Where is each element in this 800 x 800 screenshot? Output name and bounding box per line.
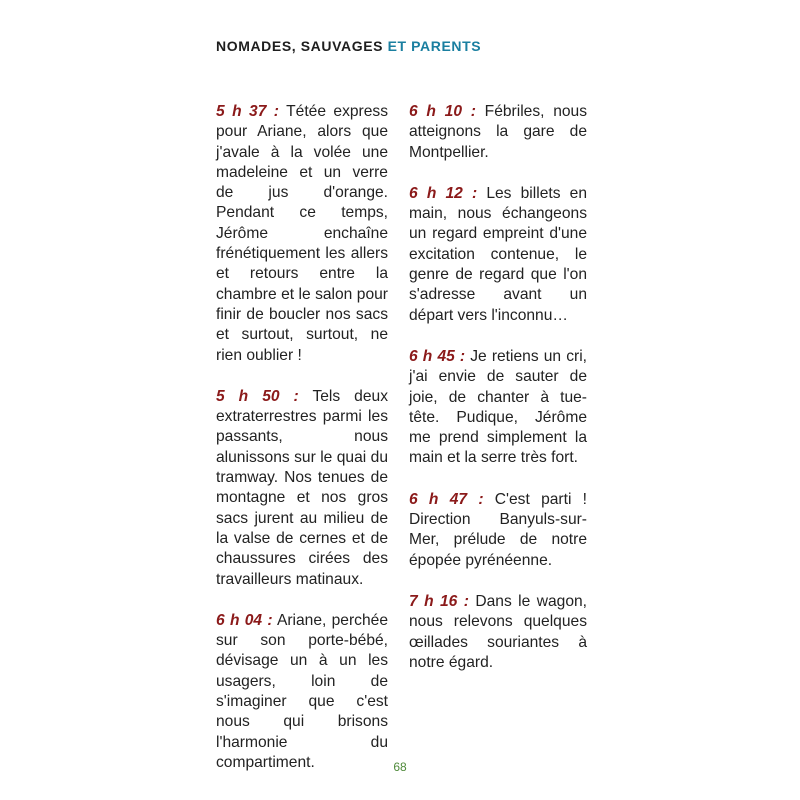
entry-text: Ariane, perchée sur son porte-bébé, dévisage un à un les usagers, loin de s'imaginer que c'est nous qui brisons l'harmonie du compartiment. [216, 611, 388, 771]
entry-time: 6 h 10 : [409, 103, 476, 120]
entry-text: Tels deux extraterrestres parmi les passants, nous alunissons sur le quai du tramway. Nos tenues de montagne et nos gros sacs jurent au milieu de la valse de cernes et de chaussures cirées des travailleurs matinaux. [216, 387, 388, 588]
entry-text: Tétée express pour Ariane, alors que j'avale à la volée une madeleine et un verre de jus d'orange. Pendant ce temps, Jérôme enchaîne frénétiquement les allers et retours entre la chambre et le salon pour finir de boucler nos sacs et surtout, surtout, ne rien oublier ! [216, 103, 389, 364]
entry-time: 5 h 50 : [216, 387, 299, 405]
entry-time: 6 h 12 : [409, 184, 478, 202]
entry-time: 7 h 16 : [409, 592, 469, 610]
page-number: 68 [393, 760, 407, 774]
running-header-title: NOMADES, SAUVAGES [216, 38, 388, 54]
entry-text: Fébriles, nous atteignons la gare de Montpellier. [409, 103, 588, 161]
entry-text: Je retiens un cri, j'ai envie de sauter de joie, de chanter à tue-tête. Pudique, Jérôme me prend simplement la main et la serre très fort. [409, 347, 587, 467]
entry-text: Dans le wagon, nous relevons quelques œillades souriantes à notre égard. [409, 592, 587, 671]
left-column [216, 102, 388, 794]
diary-entry [409, 490, 587, 571]
entry-text: Les billets en main, nous échangeons un regard empreint d'une excitation contenue, le genre de regard que l'on s'adresse avant un départ vers l'inconnu… [409, 184, 587, 324]
entry-time: 5 h 37 : [216, 103, 279, 120]
right-column [409, 102, 587, 694]
diary-entry [409, 102, 587, 163]
entry-text: C'est parti ! Direction Banyuls-sur-Mer, prélude de notre épopée pyrénéenne. [409, 490, 587, 569]
diary-entry [216, 387, 388, 590]
diary-entry [409, 184, 587, 326]
entry-time: 6 h 45 : [409, 347, 466, 365]
diary-entry [216, 102, 388, 366]
running-header [216, 38, 481, 54]
diary-entry [409, 592, 587, 673]
entry-time: 6 h 04 : [216, 611, 273, 629]
running-header-accent: ET PARENTS [387, 38, 482, 54]
entry-time: 6 h 47 : [409, 490, 484, 508]
diary-entry [216, 611, 388, 773]
diary-entry [409, 347, 587, 469]
